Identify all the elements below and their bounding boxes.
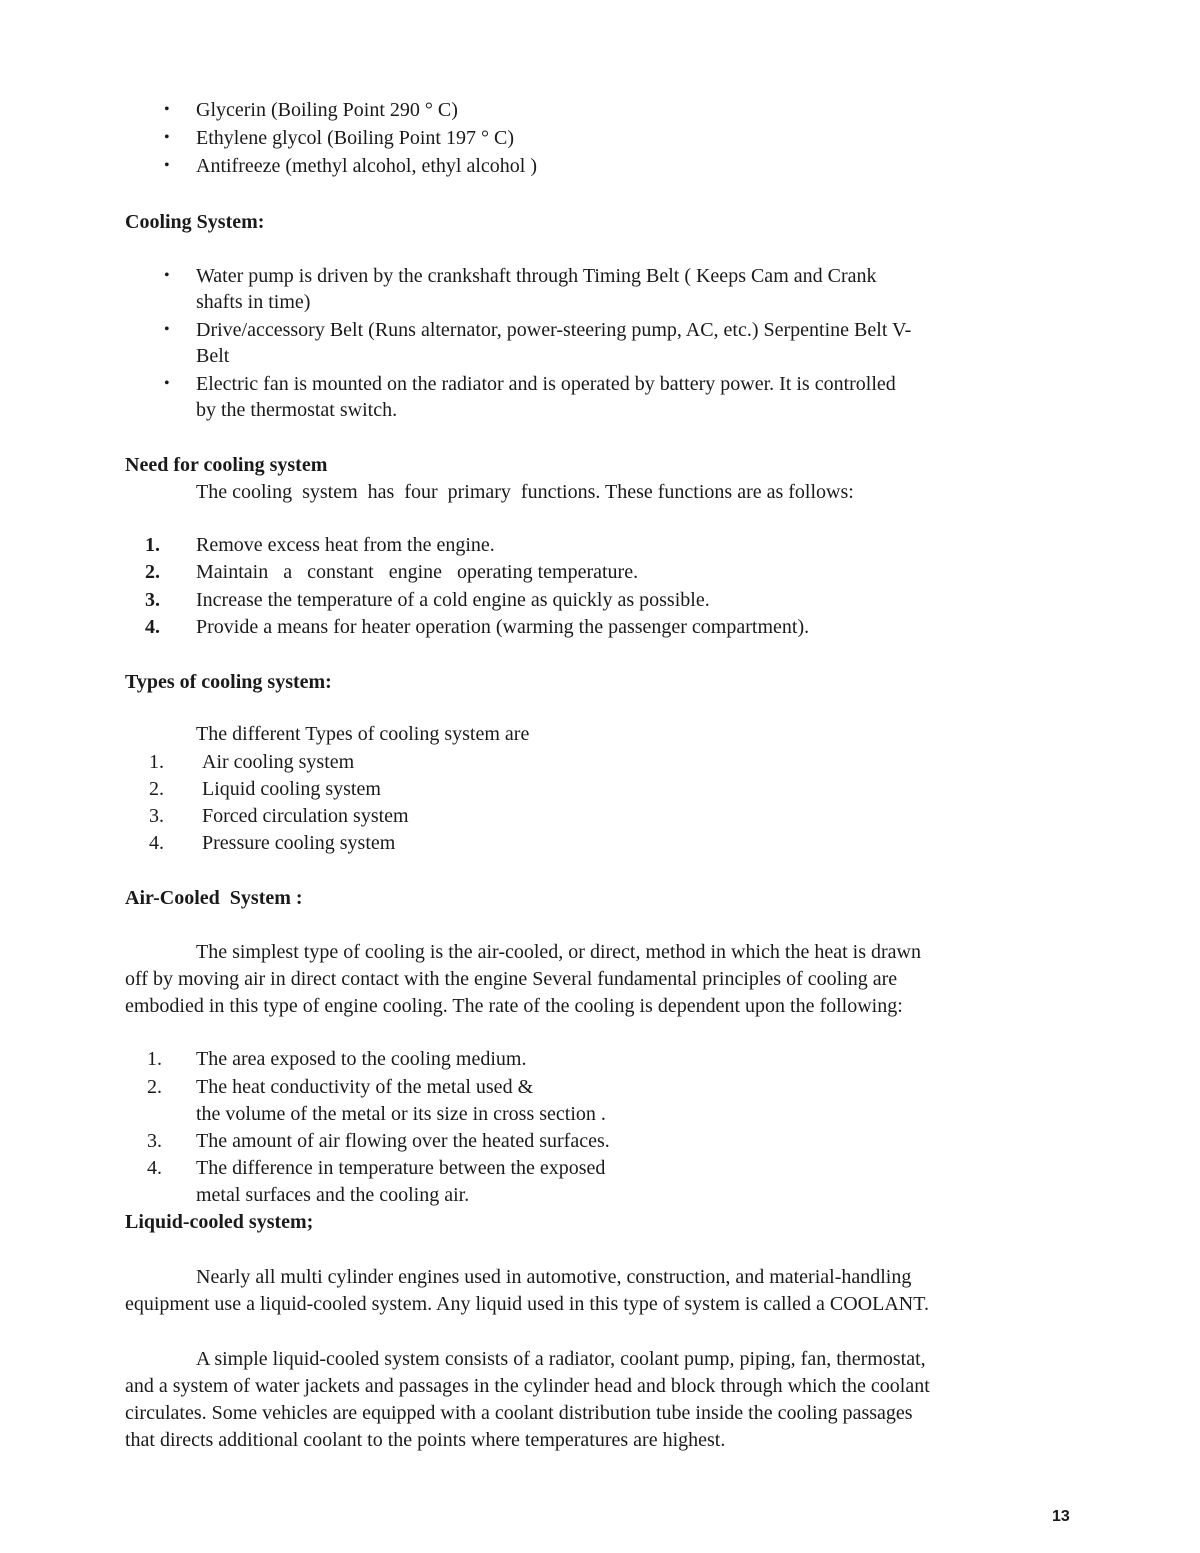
bullet-icon: • [164,157,170,174]
bullet-text: Ethylene glycol (Boiling Point 197 ° C) [196,127,514,149]
paragraph-line: equipment use a liquid-cooled system. Any liquid used in this type of system is called a COOLANT. [125,1293,929,1315]
section-heading-cooling-system: Cooling System: [125,211,265,233]
paragraph-line: A simple liquid-cooled system consists of a radiator, coolant pump, piping, fan, thermostat, [196,1348,926,1370]
bullet-icon: • [164,375,170,392]
list-item: The amount of air flowing over the heated surfaces. [196,1130,610,1152]
bullet-icon: • [164,267,170,284]
list-number: 3. [147,1130,162,1152]
list-number: 2. [147,1076,162,1098]
list-item: Maintain a constant engine operating temperature. [196,561,639,583]
page-number: 13 [1052,1508,1070,1525]
list-item-continued: metal surfaces and the cooling air. [196,1184,470,1206]
list-item: Increase the temperature of a cold engine as quickly as possible. [196,589,710,611]
list-number: 3. [145,589,160,611]
paragraph-line: that directs additional coolant to the points where temperatures are highest. [125,1429,726,1451]
list-number: 1. [147,1048,162,1070]
bullet-text-continued: by the thermostat switch. [196,399,398,421]
list-item: Pressure cooling system [202,832,396,854]
list-number: 2. [145,561,160,583]
section-heading-types: Types of cooling system: [125,671,332,693]
list-item: Air cooling system [202,751,355,773]
list-number: 4. [145,616,160,638]
bullet-icon: • [164,129,170,146]
list-number: 2. [149,778,164,800]
list-item: The heat conductivity of the metal used & [196,1076,534,1098]
paragraph-line: and a system of water jackets and passages in the cylinder head and block through which the coolant [125,1375,930,1397]
section-heading-liquid-cooled: Liquid-cooled system; [125,1211,314,1233]
bullet-text-continued: shafts in time) [196,291,311,313]
list-item: The difference in temperature between the exposed [196,1157,606,1179]
bullet-text: Antifreeze (methyl alcohol, ethyl alcohol ) [196,155,537,177]
bullet-text-continued: Belt [196,345,230,367]
section-heading-need: Need for cooling system [125,454,328,476]
paragraph-line: off by moving air in direct contact with the engine Several fundamental principles of cooling are [125,968,898,990]
list-item: The area exposed to the cooling medium. [196,1048,527,1070]
list-item: Liquid cooling system [202,778,381,800]
list-number: 4. [147,1157,162,1179]
list-number: 1. [145,534,160,556]
list-item: Forced circulation system [202,805,409,827]
paragraph-intro: The cooling system has four primary functions. These functions are as follows: [196,481,854,503]
list-number: 4. [149,832,164,854]
paragraph-intro: The different Types of cooling system are [196,723,530,745]
paragraph-line: embodied in this type of engine cooling. The rate of the cooling is dependent upon the following: [125,995,903,1017]
list-item: Remove excess heat from the engine. [196,534,495,556]
bullet-text: Drive/accessory Belt (Runs alternator, power-steering pump, AC, etc.) Serpentine Belt V- [196,319,912,341]
paragraph-line: circulates. Some vehicles are equipped with a coolant distribution tube inside the cooling passages [125,1402,913,1424]
bullet-text: Water pump is driven by the crankshaft through Timing Belt ( Keeps Cam and Crank [196,265,877,287]
paragraph-line: Nearly all multi cylinder engines used in automotive, construction, and material-handling [196,1266,912,1288]
list-number: 1. [149,751,164,773]
bullet-text: Glycerin (Boiling Point 290 ° C) [196,99,458,121]
section-heading-air-cooled: Air-Cooled System : [125,887,303,909]
bullet-icon: • [164,101,170,118]
paragraph-line: The simplest type of cooling is the air-cooled, or direct, method in which the heat is drawn [196,941,921,963]
list-item: Provide a means for heater operation (warming the passenger compartment). [196,616,810,638]
list-item-continued: the volume of the metal or its size in cross section . [196,1103,606,1125]
list-number: 3. [149,805,164,827]
bullet-text: Electric fan is mounted on the radiator and is operated by battery power. It is controlled [196,373,896,395]
bullet-icon: • [164,321,170,338]
